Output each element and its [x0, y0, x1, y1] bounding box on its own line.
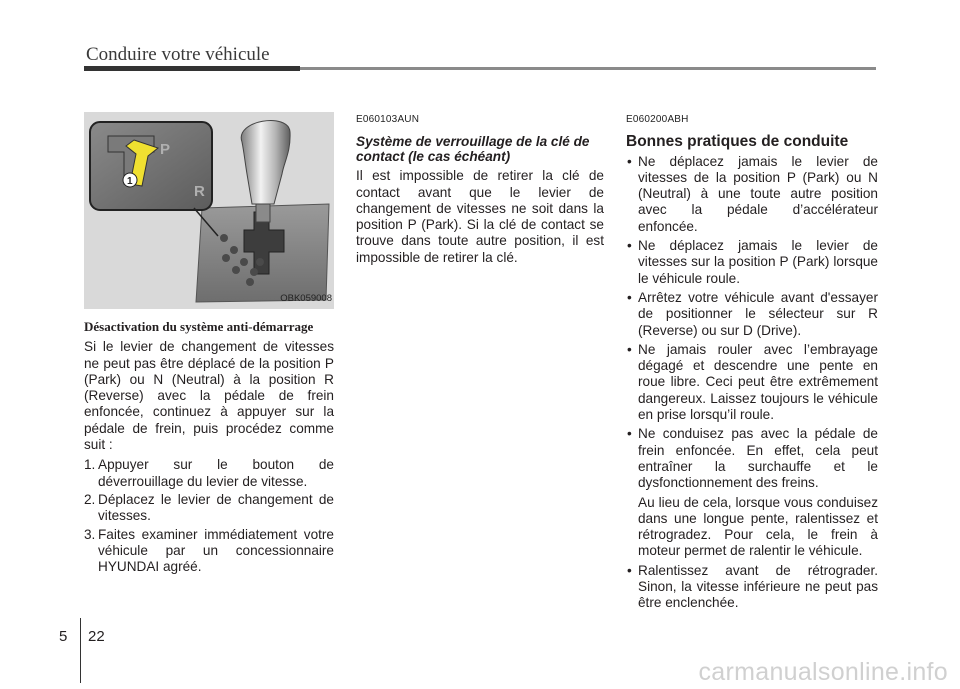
step-text: Faites examiner immédiatement votre véhicule par un concessionnaire HYUNDAI agréé. — [98, 526, 334, 575]
section-code: E060103AUN — [356, 114, 420, 125]
column-right — [626, 112, 878, 615]
gate-label-p: P — [160, 141, 171, 158]
list-item — [626, 426, 878, 559]
list-item — [84, 527, 334, 576]
step-number: 1. — [84, 457, 96, 473]
section-title: Bonnes pratiques de conduite — [626, 133, 849, 151]
column-middle — [356, 112, 604, 266]
column-left — [84, 112, 334, 577]
bullet-text: Ne déplacez jamais le levier de vitesses de la position P (Park) ou N (Neutral) à une toute autre position avec la pédale d’accélérateur enfoncée. — [638, 153, 878, 234]
header-rule-accent — [84, 66, 300, 71]
page-header-title: Conduire votre véhicule — [86, 44, 270, 65]
bullet-icon: • — [627, 426, 632, 442]
watermark-link[interactable]: carmanualsonline.info — [698, 658, 948, 686]
list-item — [84, 457, 334, 490]
bullet-icon: • — [627, 562, 632, 578]
intro-paragraph: Si le levier de changement de vitesses ne peut pas être déplacé de la position P (Park) ou N (Neutral) à la position R (Reverse) avec la pédale de frein enfoncée, continuez à appuyer sur la pédale de frein, puis procédez comme suit : — [84, 339, 334, 453]
list-item — [626, 563, 878, 612]
list-item — [626, 238, 878, 287]
list-item — [626, 342, 878, 423]
bullet-text: Arrêtez votre véhicule avant d'essayer de positionner le sélecteur sur R (Reverse) ou sur D (Drive). — [638, 289, 878, 338]
section-heading: Désactivation du système anti-démarrage — [84, 319, 314, 334]
step-text: Déplacez le levier de changement de vitesses. — [98, 491, 334, 524]
bullet-text: Ne jamais rouler avec l’embrayage dégagé et descendre une pente en roue libre. Ceci peut être extrêmement dangereux. Laissez toujours le véhicule en prise lorsqu’il roule. — [638, 341, 878, 423]
section-title: Système de verrouillage de la clé de contact (le cas échéant) — [356, 134, 590, 165]
page-number-divider — [80, 618, 81, 683]
section-code: E060200ABH — [626, 114, 689, 125]
step-number: 3. — [84, 526, 96, 542]
gear-shift-drawing — [84, 112, 334, 309]
list-item — [626, 290, 878, 339]
gear-shift-illustration — [84, 112, 334, 309]
bullet-icon: • — [627, 341, 632, 357]
list-item — [626, 154, 878, 235]
figure-code: OBK059008 — [280, 292, 332, 304]
step-text: Appuyer sur le bouton de déverrouillage du levier de vitesse. — [98, 457, 334, 489]
list-item — [84, 492, 334, 525]
bullet-text: Ralentissez avant de rétrograder. Sinon, la vitesse inférieure ne peut pas être enclenchée. — [638, 562, 878, 611]
bullet-text: Ne déplacez jamais le levier de vitesses sur la position P (Park) lorsque le véhicule roule. — [638, 238, 878, 286]
bullet-text: Ne conduisez pas avec la pédale de frein enfoncée. En effet, cela peut entraîner la surchauffe et le dysfonctionnement des freins. — [638, 426, 878, 491]
bullet-icon: • — [627, 153, 632, 169]
bullet-subparagraph: Au lieu de cela, lorsque vous conduisez dans une longue pente, ralentissez et rétrogradez. Pour cela, le frein à moteur permet de ralentir le véhicule. — [638, 494, 878, 559]
gate-label-r: R — [194, 183, 205, 200]
body-paragraph: Il est impossible de retirer la clé de contact avant que le levier de changement de vitesses ne soit dans la position P (Park). Si la clé de contact se trouve dans toute autre position, il est impossible de retirer la clé. — [356, 168, 604, 265]
callout-number: 1 — [127, 176, 133, 187]
section-number: 5 — [59, 628, 68, 645]
bullet-icon: • — [627, 289, 632, 305]
step-number: 2. — [84, 491, 96, 507]
page-number: 22 — [88, 628, 105, 645]
tips-list — [626, 154, 878, 612]
bullet-icon: • — [627, 238, 632, 254]
steps-list — [84, 457, 334, 575]
